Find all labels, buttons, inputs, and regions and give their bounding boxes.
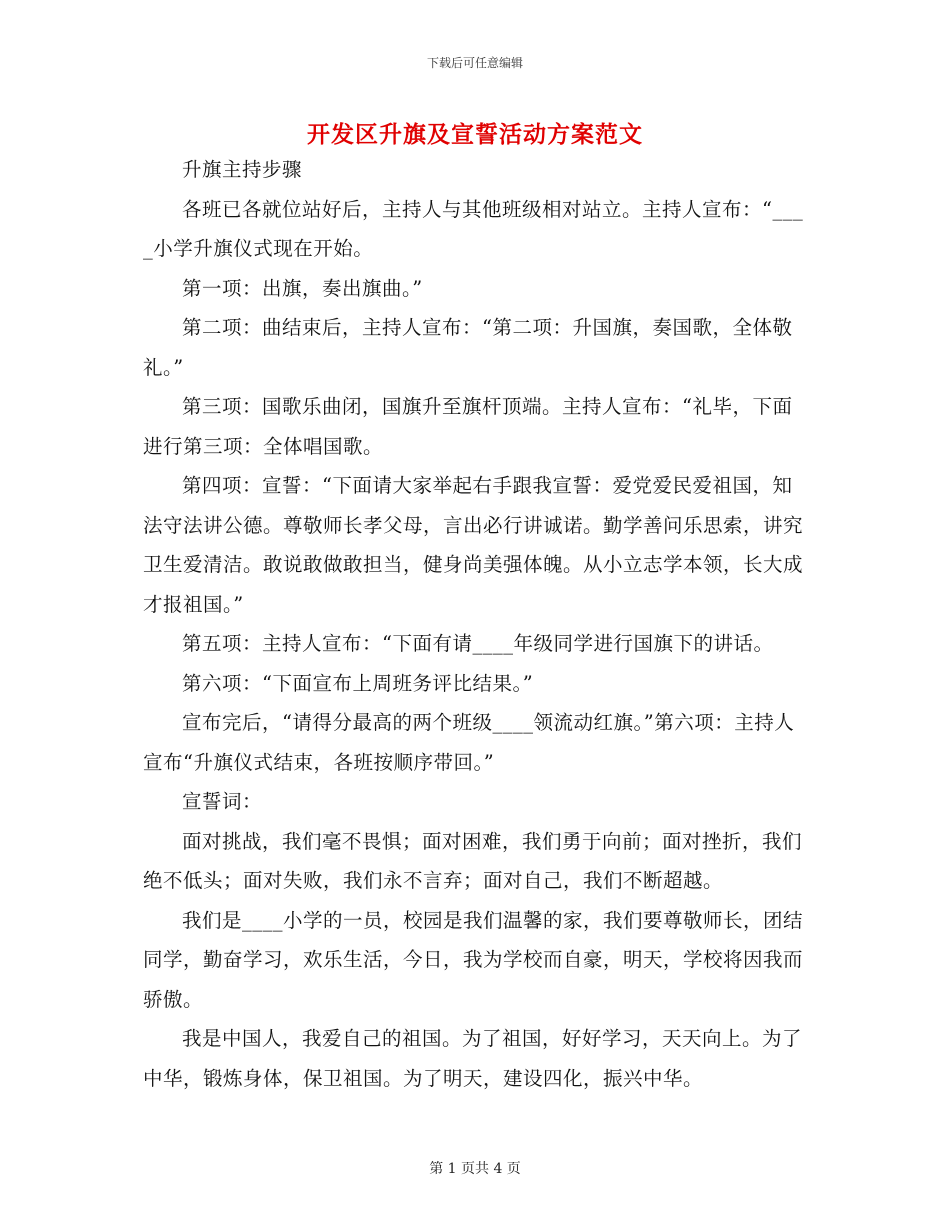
paragraph-heading: 宣誓词： [182,790,263,813]
paragraph: 第三项：国歌乐曲闭，国旗升至旗杆顶端。主持人宣布：“礼毕，下面进行第三项：全体唱国歌。 [143,395,793,458]
paragraph: 第一项：出旗，奏出旗曲。” [182,276,423,300]
page-number: 第 1 页共 4 页 [429,1161,521,1177]
document-title: 开发区升旗及宣誓活动方案范文 [307,122,643,148]
paragraph: 第五项：主持人宣布：“下面有请____年级同学进行国旗下的讲话。 [182,632,774,655]
paragraph: 宣布完后，“请得分最高的两个班级____领流动红旗。”第六项：主持人宣布“升旗仪式结束，各班按顺序带回。” [143,711,795,774]
paragraph: 我们是____小学的一员，校园是我们温馨的家，我们要尊敬师长，团结同学，勤奋学习，欢乐生活，今日，我为学校而自豪，明天，学校将因我而骄傲。 [143,908,804,1011]
paragraph-heading: 升旗主持步骤 [182,158,303,181]
paragraph: 各班已各就位站好后，主持人与其他班级相对站立。主持人宣布：“____小学升旗仪式现在开始。 [143,197,804,260]
paragraph: 第四项：宣誓：“下面请大家举起右手跟我宣誓：爱党爱民爱祖国，知法守法讲公德。尊敬师长孝父母，言出必行讲诚诺。勤学善问乐思索，讲究卫生爱清洁。敢说敢做敢担当，健身尚美强体魄。从小立志学本领，长大成才报祖国。” [143,474,804,616]
document-body [143,150,808,1098]
paragraph: 第二项：曲结束后，主持人宣布：“第二项：升国旗，奏国歌，全体敬礼。” [143,316,793,379]
paragraph: 面对挑战，我们毫不畏惧；面对困难，我们勇于向前；面对挫折，我们绝不低头；面对失败，我们永不言弃；面对自己，我们不断超越。 [143,829,803,892]
paragraph: 第六项：“下面宣布上周班务评比结果。” [182,671,534,695]
paragraph: 我是中国人，我爱自己的祖国。为了祖国，好好学习，天天向上。为了中华，锻炼身体，保卫祖国。为了明天，建设四化，振兴中华。 [143,1027,803,1090]
header-note: 下载后可任意编辑 [426,56,523,70]
